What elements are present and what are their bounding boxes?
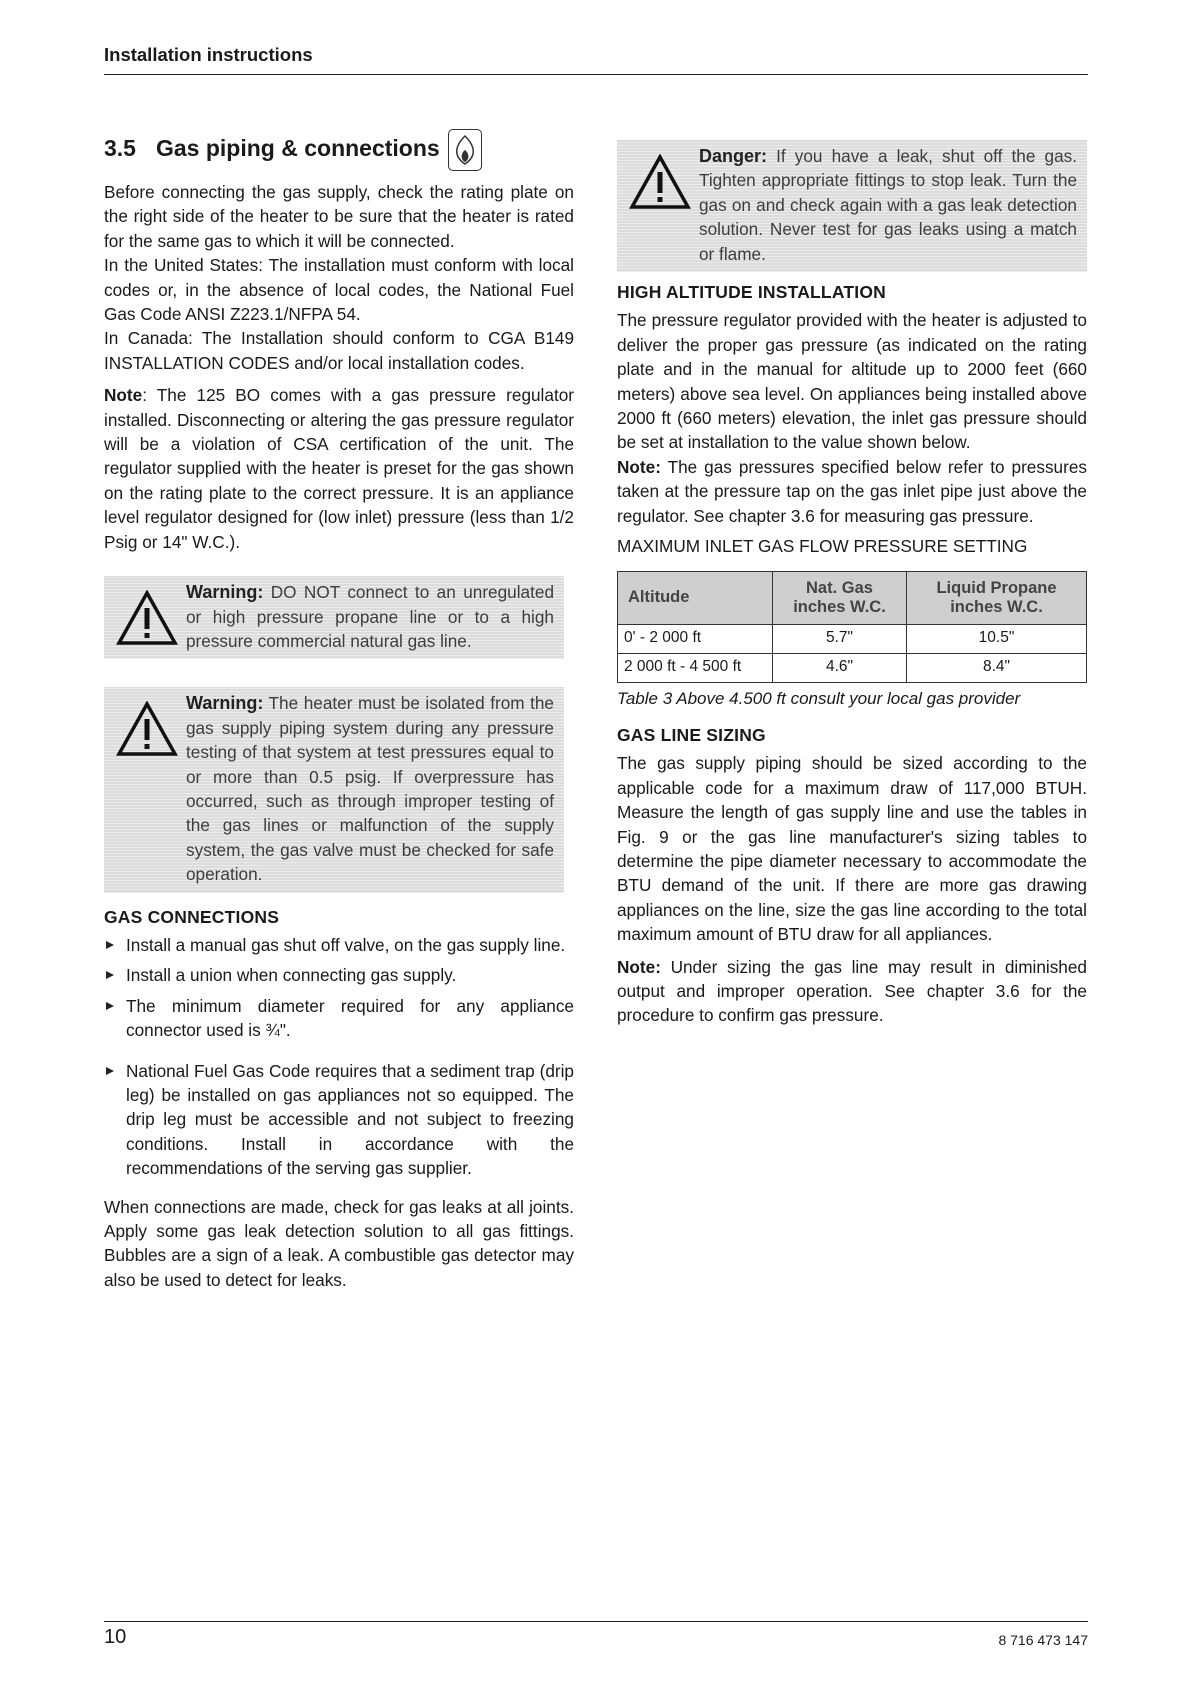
table-cell: 8.4" <box>907 653 1087 682</box>
table-cell: 4.6" <box>773 653 907 682</box>
section-number: 3.5 <box>104 134 136 161</box>
note-under-sizing <box>617 955 1087 1028</box>
list-item: The minimum diameter required for any appliance connector used is ¾". <box>104 994 574 1043</box>
header-divider <box>104 74 1088 75</box>
note-pressure-tap <box>617 455 1087 528</box>
footer-divider <box>104 1621 1088 1622</box>
left-column <box>104 120 574 1292</box>
table-cell: 5.7" <box>773 624 907 653</box>
paragraph-gas-line-sizing: The gas supply piping should be sized according to the applicable code for a maximum draw of 117,000 BTUH. Measure the length of gas supply line and use the tables in Fig. 9 or the gas line manufacturer's sizing tables to determine the pipe diameter necessary to accommodate the BTU demand of the unit. If there are more gas drawing appliances on the line, size the gas line according to the total maximum amount of BTU draw for all appliances. <box>617 753 1087 945</box>
header-propane: Liquid Propane inches W.C. <box>907 571 1087 624</box>
triangle-bullet-icon <box>106 971 114 979</box>
section-title <box>104 118 574 178</box>
danger-callout <box>617 140 1087 272</box>
danger-label: Danger: <box>699 146 768 166</box>
high-altitude-heading: HIGH ALTITUDE INSTALLATION <box>617 282 886 303</box>
note-text: The gas pressures specified below refer to pressures taken at the pressure tap on the gas inlet pipe just above the regulator. See chapter 3.6 for measuring gas pressure. <box>617 456 1087 526</box>
gas-flame-icon <box>448 129 482 171</box>
table-cell: 0' - 2 000 ft <box>618 624 773 653</box>
right-column <box>617 140 1087 1028</box>
warning-triangle-icon <box>116 701 178 763</box>
max-pressure-heading: MAXIMUM INLET GAS FLOW PRESSURE SETTING <box>617 536 1028 557</box>
page-header: Installation instructions <box>104 44 313 65</box>
table-cell: 10.5" <box>907 624 1087 653</box>
note-label: Note: <box>617 956 661 977</box>
warning-text: The heater must be isolated from the gas supply piping system during any pressure testing of that system at test pressures equal to or more than 0.5 psig. If overpressure has occurred, such as through improper testing of the gas lines or malfunction of the supply system, the gas valve must be checked for safe operation. <box>186 693 554 885</box>
paragraph-united-states: In the United States: The installation must conform with local codes or, in the absence of local codes, the National Fuel Gas Code ANSI Z223.1/NFPA 54. <box>104 255 574 325</box>
danger-text: If you have a leak, shut off the gas. Tighten appropriate fittings to stop leak. Turn the gas on and check again with a gas leak detection solution. Never test for gas leaks using a match or flame. <box>699 146 1077 264</box>
gas-connections-list <box>104 933 574 1181</box>
warning-callout-isolation <box>104 687 564 892</box>
triangle-bullet-icon <box>106 1002 114 1010</box>
paragraph-leak-check: When connections are made, check for gas leaks at all joints. Apply some gas leak detection solution to all gas fittings. Bubbles are a sign of a leak. A combustible gas detector may also be used to detect for leaks. <box>104 1196 574 1290</box>
table-row <box>618 624 1087 653</box>
note-label: Note <box>104 385 143 406</box>
note-text: : The 125 BO comes with a gas pressure regulator installed. Disconnecting or altering the gas pressure regulator will be a violation of CSA certification of the unit. The regulator supplied with the heater is preset for the gas shown on the rating plate to the correct pressure. It is an appliance level regulator designed for (low inlet) pressure (less than 1/2 Psig or 14" W.C.). <box>104 385 574 552</box>
danger-triangle-icon <box>629 154 691 216</box>
gas-connections-heading: GAS CONNECTIONS <box>104 906 280 927</box>
document-number: 8 716 473 147 <box>998 1632 1088 1648</box>
header-altitude: Altitude <box>618 571 773 624</box>
warning-callout-propane <box>104 576 564 659</box>
note-label: Note: <box>617 456 661 477</box>
paragraph-rating-plate: Before connecting the gas supply, check the rating plate on the right side of the heater to be sure that the heater is rated for the same gas to which it will be connected. <box>104 182 574 251</box>
warning-triangle-icon <box>116 590 178 652</box>
list-item: Install a union when connecting gas supply. <box>104 963 574 987</box>
warning-label: Warning: <box>186 582 264 603</box>
warning-text: DO NOT connect to an unregulated or high pressure propane line or to a high pressure commercial natural gas line. <box>186 582 554 651</box>
section-title-text: Gas piping & connections <box>156 134 440 161</box>
warning-label: Warning: <box>186 693 264 714</box>
pressure-table <box>617 571 1087 683</box>
gas-line-sizing-heading: GAS LINE SIZING <box>617 724 766 745</box>
table-cell: 2 000 ft - 4 500 ft <box>618 653 773 682</box>
header-nat-gas: Nat. Gas inches W.C. <box>773 571 907 624</box>
note-regulator <box>104 383 574 554</box>
paragraph-canada: In Canada: The Installation should conform to CGA B149 INSTALLATION CODES and/or local installation codes. <box>104 328 574 373</box>
page-number: 10 <box>104 1626 127 1648</box>
list-item: Install a manual gas shut off valve, on the gas supply line. <box>104 933 574 957</box>
triangle-bullet-icon <box>106 1067 114 1075</box>
list-item: National Fuel Gas Code requires that a sediment trap (drip leg) be installed on gas appliances not so equipped. The drip leg must be accessible and not subject to freezing conditions. Install in accordance with the recommendations of the serving gas supplier. <box>104 1059 574 1181</box>
table-row <box>618 653 1087 682</box>
note-text: Under sizing the gas line may result in diminished output and improper operation. See chapter 3.6 for the procedure to confirm gas pressure. <box>617 956 1087 1026</box>
table-caption: Table 3 Above 4.500 ft consult your local gas provider <box>617 688 1021 708</box>
paragraph-high-altitude: The pressure regulator provided with the heater is adjusted to deliver the proper gas pressure (as indicated on the rating plate and in the manual for altitude up to 2000 feet (660 meters) above sea level. On appliances being installed above 2000 ft (660 meters) elevation, the inlet gas pressure should be set at installation to the value shown below. <box>617 310 1087 453</box>
triangle-bullet-icon <box>106 941 114 949</box>
table-header-row <box>618 571 1087 624</box>
